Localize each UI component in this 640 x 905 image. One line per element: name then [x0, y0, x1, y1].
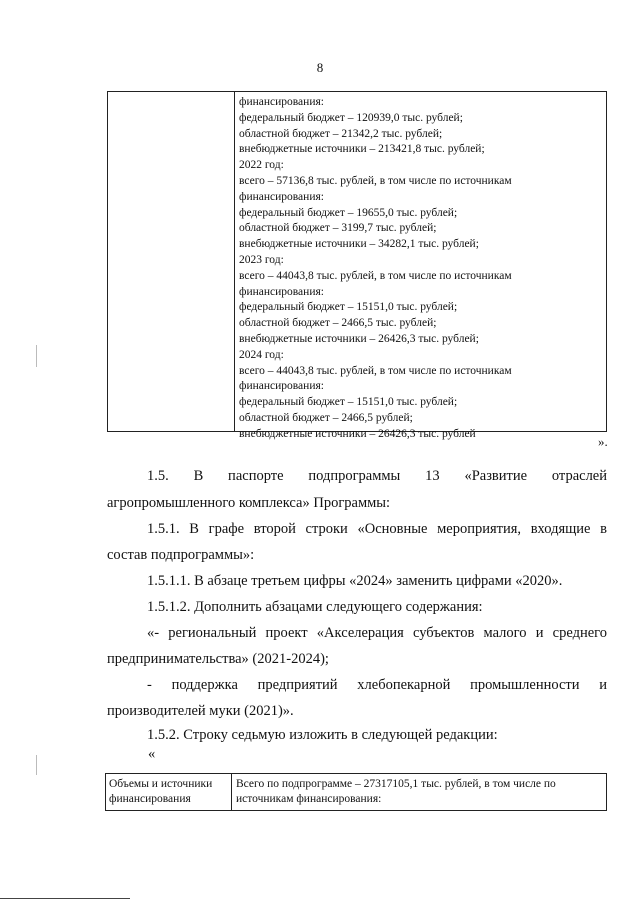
- paragraph-1-5-1-line-1: 1.5.1. В графе второй строки «Основные мероприятия, входящие в: [147, 521, 607, 537]
- funding-line: всего – 44043,8 тыс. рублей, в том числе по источникам: [239, 269, 512, 282]
- footer-rule: [0, 898, 130, 899]
- funding-line: внебюджетные источники – 213421,8 тыс. рублей;: [239, 143, 485, 156]
- funding-line: всего – 57136,8 тыс. рублей, в том числе по источникам: [239, 174, 512, 187]
- page-number: 8: [316, 60, 324, 75]
- funding-table-new-row: [105, 773, 607, 811]
- bakery-support-line-1: - поддержка предприятий хлебопекарной промышленности и: [147, 677, 607, 693]
- closing-quote: ».: [598, 434, 608, 449]
- funding-line: областной бюджет – 2466,5 рублей;: [239, 411, 413, 424]
- table-column-divider: [231, 774, 232, 810]
- scan-artifact: [36, 755, 37, 775]
- paragraph-1-5-2: 1.5.2. Строку седьмую изложить в следующей редакции:: [147, 727, 498, 743]
- paragraph-1-5-1-line-2: состав подпрограммы»:: [107, 547, 255, 563]
- funding-line: 2023 год:: [239, 253, 284, 266]
- funding-line: областной бюджет – 2466,5 тыс. рублей;: [239, 317, 437, 330]
- paragraph-1-5-line-2: агропромышленного комплекса» Программы:: [107, 495, 391, 511]
- regional-project-line-1: «- региональный проект «Акселерация субъектов малого и среднего: [147, 625, 607, 641]
- funding-line: финансирования:: [239, 285, 324, 298]
- funding-line: федеральный бюджет – 15151,0 тыс. рублей;: [239, 301, 458, 314]
- funding-line: финансирования:: [239, 380, 324, 393]
- bakery-support-line-2: производителей муки (2021)».: [107, 703, 294, 719]
- funding-line: внебюджетные источники – 26426,3 тыс. рублей;: [239, 332, 479, 345]
- funding-line: финансирования:: [239, 190, 324, 203]
- paragraph-1-5-1-2: 1.5.1.2. Дополнить абзацами следующего содержания:: [147, 599, 483, 615]
- paragraph-1-5-1-1: 1.5.1.1. В абзаце третьем цифры «2024» заменить цифрами «2020».: [147, 573, 563, 589]
- funding-line: федеральный бюджет – 120939,0 тыс. рублей;: [239, 111, 463, 124]
- funding-line: федеральный бюджет – 15151,0 тыс. рублей;: [239, 396, 458, 409]
- funding-line: финансирования:: [239, 96, 324, 108]
- regional-project-line-2: предпринимательства» (2021-2024);: [107, 651, 329, 667]
- table-column-divider: [234, 92, 235, 431]
- opening-quote: «: [148, 746, 156, 762]
- funding-line: федеральный бюджет – 19655,0 тыс. рублей;: [239, 206, 458, 219]
- funding-line: всего – 44043,8 тыс. рублей, в том числе по источникам: [239, 364, 512, 377]
- row-value-cell: Всего по подпрограмме – 27317105,1 тыс. рублей, в том числе по источникам финансирования:: [236, 778, 556, 805]
- row-header-cell: Объемы и источники финансирования: [109, 778, 213, 805]
- funding-details-cell: [239, 95, 604, 443]
- funding-line: 2024 год:: [239, 348, 284, 361]
- funding-line: областной бюджет – 3199,7 тыс. рублей;: [239, 222, 437, 235]
- funding-table-continuation: [107, 91, 607, 440]
- funding-line: областной бюджет – 21342,2 тыс. рублей;: [239, 127, 443, 140]
- funding-line: внебюджетные источники – 34282,1 тыс. рублей;: [239, 238, 479, 251]
- scan-artifact: [36, 345, 37, 367]
- paragraph-1-5-line-1: 1.5. В паспорте подпрограммы 13 «Развитие отраслей: [147, 468, 607, 484]
- funding-line: внебюджетные источники – 26426,3 тыс. рублей: [239, 427, 476, 440]
- funding-line: 2022 год:: [239, 159, 284, 172]
